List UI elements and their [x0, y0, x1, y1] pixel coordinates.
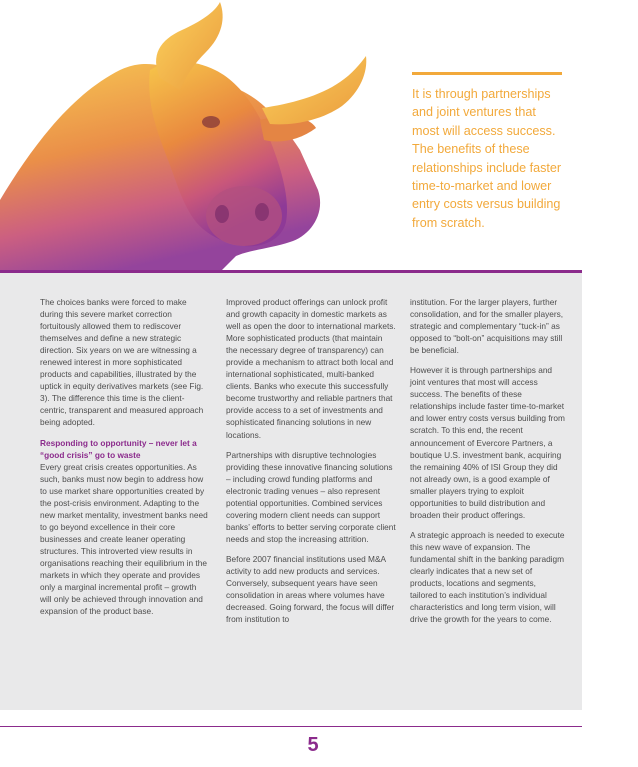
text-column-2	[226, 296, 396, 633]
paragraph: Before 2007 financial institutions used M&A activity to add new products and services. Conversely, subsequent years have seen consolidation in areas where volumes have decreased. Going forward, the focus will differ from institution to	[226, 553, 395, 625]
paragraph: Partnerships with disruptive technologies providing these innovative financing solutions – including crowd funding platforms and electronic trading venues – also represent potential opportunities. Combined services covering modern client needs can support banks’ efforts to better serving corporate client needs and stop the increasing attrition.	[226, 449, 396, 544]
paragraph: However it is through partnerships and joint ventures that most will access success. The benefits of these relationships include faster time-to-market and lower entry costs versus building from scratch. To this end, the recent announcement of Evercore Partners, a boutique U.S. investment bank, acquiring the remaining 40% of ISI Group they did not already own, is a good example of smaller players trying to exploit opportunities to build distribution and broaden their product offerings.	[410, 365, 565, 520]
paragraph: A strategic approach is needed to execute this new wave of expansion. The fundamental shift in the banking paradigm clearly indicates that a new set of products, locations and segments, tailored to each institution’s individual characteristics and long term vision, will drive the growth for the years to come.	[410, 529, 565, 625]
text-column-1	[40, 296, 210, 617]
footer-rule	[0, 726, 582, 727]
pull-quote-text: It is through partnerships and joint ventures that most will access success. The benefits of these relationships include faster time-to-market and lower entry costs versus building from scratch.	[412, 87, 562, 230]
pull-quote-rule	[412, 72, 562, 75]
bull-horn-right	[262, 56, 366, 124]
paragraph: Improved product offerings can unlock profit and growth capacity in domestic markets as well as open the door to international markets. More sophisticated products (that maintain the necessary degree of transparency) can provide a mechanism to attract both local and international sophisticated, multi-banked clients. Banks who execute this successfully become trustworthy and reliable partners that provide access to a set of investments and sophisticated financing solutions in new locations.	[226, 297, 396, 440]
paragraph: institution. For the larger players, further consolidation, and for the smaller players, strategic and complementary “tuck-in” as opposed to “bolt-on” acquisitions may still be beneficial.	[410, 297, 564, 356]
text-column-3	[410, 296, 565, 633]
paragraph: Every great crisis creates opportunities. As such, banks must now begin to address how to use market share opportunities created by the post-crisis environment. Adapting to the new market mentality, investment banks need to go beyond excellence in their core businesses and create leaner operating structures. This introverted view results in organisations reaching their equilibrium in the markets in which they operate and provides only a marginal incremental profit – growth will only be achieved through innovation and expansion of the product base.	[40, 461, 208, 617]
bull-eye	[202, 116, 220, 128]
pull-quote	[412, 72, 564, 232]
page-number: 5	[307, 734, 319, 756]
paragraph: The choices banks were forced to make during this severe market correction fortuitously allowed them to rediscover themselves and define a new strategic direction. Six years on we are witnessing a renewed interest in more sophisticated products and capabilities, illustrated by the uptick in equity derivatives markets (see Fig. 3). The difference this time is the client-centric, transparent and measured approach being adopted.	[40, 297, 204, 428]
section-heading: Responding to opportunity – never let a “good crisis” go to waste	[40, 437, 197, 460]
